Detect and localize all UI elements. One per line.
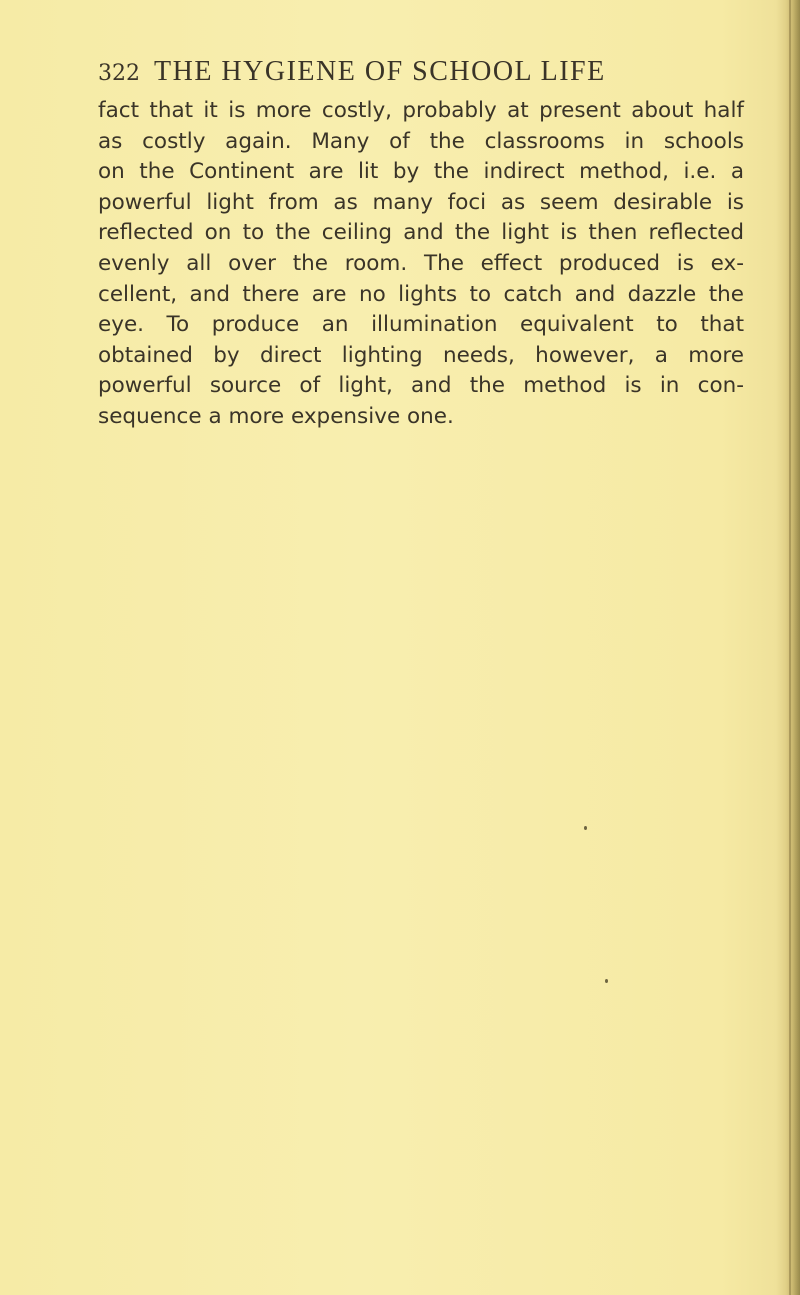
text-line: sequence a more expensive one. xyxy=(98,403,454,429)
paper-speck xyxy=(605,979,608,983)
text-line: evenly all over the room. The effect produced is ex- xyxy=(98,250,744,276)
body-paragraph xyxy=(98,96,744,433)
running-title: THE HYGIENE OF SCHOOL LIFE xyxy=(154,56,606,87)
page-number: 322 xyxy=(98,61,140,86)
text-line: powerful light from as many foci as seem desirable is xyxy=(98,189,744,215)
text-line: eye. To produce an illumination equivalent to that xyxy=(98,312,744,338)
text-line: fact that it is more costly, probably at present about half xyxy=(98,98,744,123)
running-header xyxy=(98,56,758,96)
text-line: reflected on to the ceiling and the light is then reflected xyxy=(98,220,744,246)
text-line: obtained by direct lighting needs, however, a more xyxy=(98,342,744,368)
text-line: powerful source of light, and the method is in con- xyxy=(98,373,744,399)
text-line: on the Continent are lit by the indirect method, i.e. a xyxy=(98,159,744,185)
page-edge-line xyxy=(789,0,791,1295)
paper-speck xyxy=(584,826,587,830)
text-line: as costly again. Many of the classrooms in schools xyxy=(98,128,744,154)
text-line: cellent, and there are no lights to catch and dazzle the xyxy=(98,281,744,307)
